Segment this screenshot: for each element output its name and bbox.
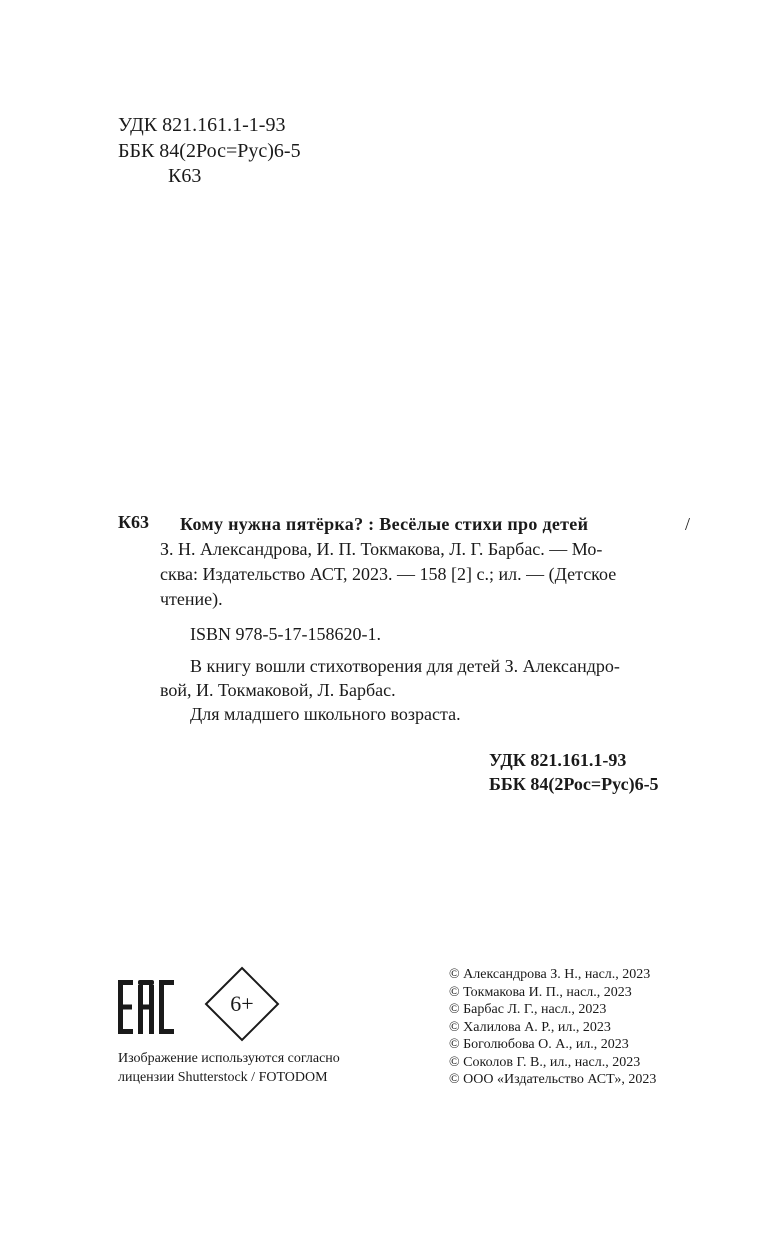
bib-line-1: З. Н. Александрова, И. П. Токмакова, Л. Г. Барбас. — Мо-	[160, 539, 603, 559]
copyright-line: © Халилова А. Р., ил., 2023	[449, 1019, 611, 1035]
annotation	[160, 654, 690, 726]
annotation-line-2: вой, И. Токмаковой, Л. Барбас.	[160, 680, 396, 700]
title-slash: /	[684, 514, 690, 534]
copyright-line: © Токмакова И. П., насл., 2023	[449, 984, 632, 1000]
copyright-line: © Боголюбова О. А., ил., 2023	[449, 1037, 629, 1052]
udk-code-top: УДК 821.161.1-1-93	[118, 114, 286, 136]
license-line-1: Изображение используются согласно	[118, 1051, 340, 1066]
copyright-line: © Барбас Л. Г., насл., 2023	[449, 1002, 607, 1017]
author-mark-top: К63	[168, 165, 202, 187]
age-rating: 6+	[230, 991, 254, 1016]
bbk-code-bottom: ББК 84(2Рос=Рус)6-5	[489, 774, 659, 794]
author-mark-bib: К63	[118, 512, 150, 532]
annotation-line-1: В книгу вошли стихотворения для детей З. Александро-	[190, 656, 620, 676]
copyright-line: © ООО «Издательство АСТ», 2023	[449, 1072, 657, 1087]
copyright-line: © Соколов Г. В., ил., насл., 2023	[449, 1054, 641, 1070]
copyright-line: © Александрова З. Н., насл., 2023	[449, 967, 651, 982]
isbn: ISBN 978-5-17-158620-1.	[190, 624, 381, 644]
eac-logo-icon	[118, 980, 174, 1034]
book-title: Кому нужна пятёрка? : Весёлые стихи про детей	[180, 514, 589, 534]
bbk-code-top: ББК 84(2Рос=Рус)6-5	[118, 140, 301, 162]
image-license-note	[118, 1049, 340, 1087]
license-line-2: лицензии Shutterstock / FOTODOM	[118, 1070, 328, 1085]
udk-code-bottom: УДК 821.161.1-93	[489, 750, 627, 770]
annotation-audience: Для младшего школьного возраста.	[190, 704, 461, 724]
copyright-list	[449, 966, 656, 1089]
classification-codes-bottom	[489, 748, 659, 796]
bib-line-3: чтение).	[160, 589, 223, 609]
bib-line-2: сква: Издательство АСТ, 2023. — 158 [2] с.; ил. — (Детское	[160, 564, 617, 584]
bibliographic-description	[160, 512, 690, 612]
book-title-line	[160, 512, 690, 537]
